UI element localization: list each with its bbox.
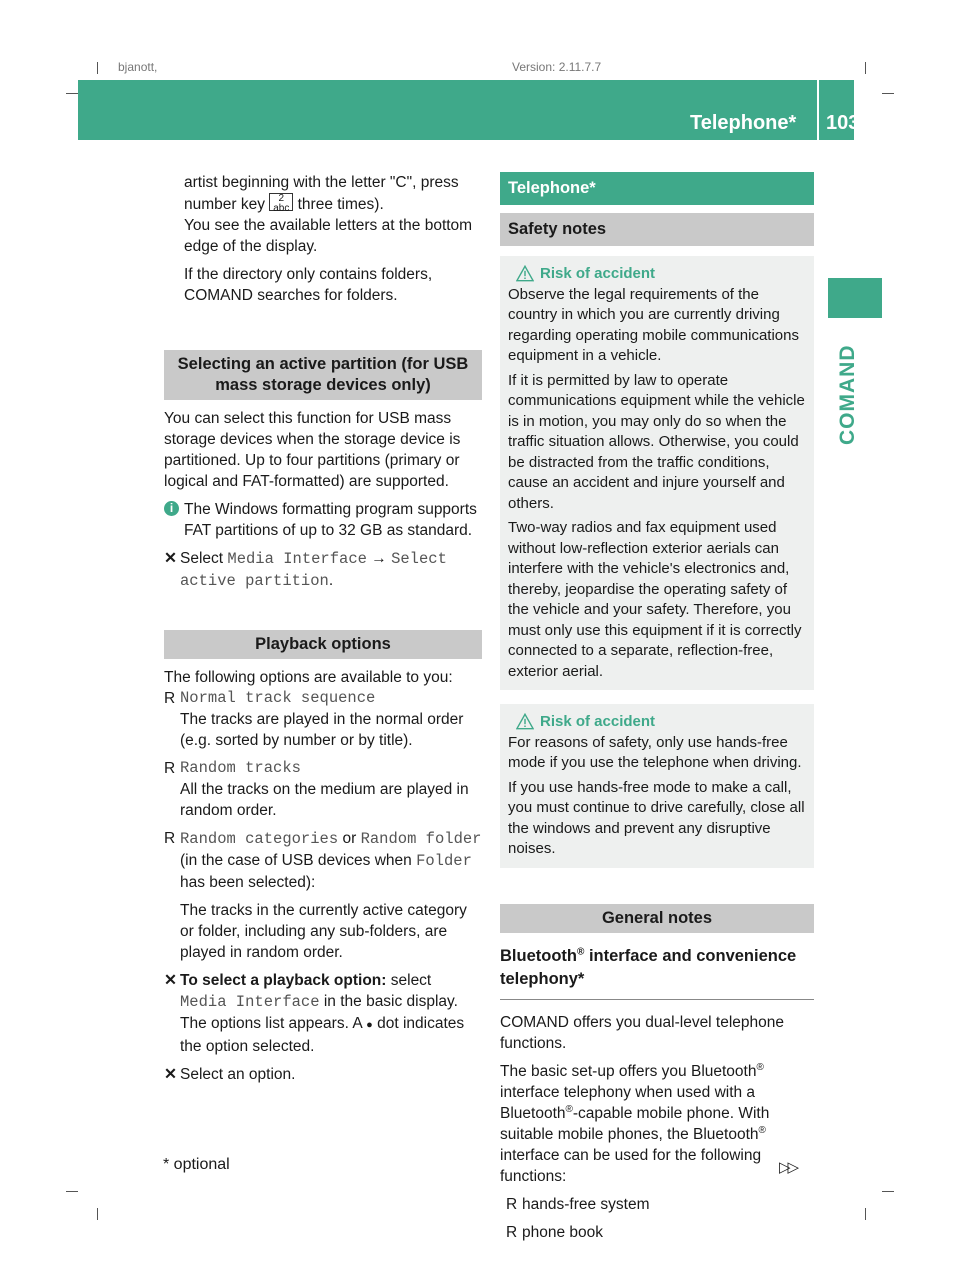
partition-step: ✕ Select Media Interface → Select active partition. (164, 550, 447, 590)
warning-2-p2: If you use hands-free mode to make a call, you must continue to drive carefully, close all the windows and prevent any disruptive noises. (508, 778, 805, 857)
step-arrow-icon: ✕ (164, 1066, 177, 1083)
option-normal-track-sequence: R Normal track sequence The tracks are played in the normal order (e.g. sorted by number or by title). (164, 689, 464, 749)
general-p1: COMAND offers you dual-level telephone functions. (500, 1013, 785, 1052)
warning-box-2 (500, 704, 814, 868)
page-title: Telephone* (690, 112, 797, 134)
option-random-categories: R Random categories or Random folder (in the case of USB devices when Folder has been selected): The tracks in the currently active category or folder, including any sub-folders, are played in random order. (164, 830, 482, 961)
continue-arrows-icon: ▷▷ (779, 1159, 797, 1176)
intro-p2: You see the available letters at the bottom edge of the display. (184, 217, 473, 255)
list-item: R phone book (506, 1223, 604, 1241)
step-arrow-icon: ✕ (164, 972, 177, 989)
crop-mark (97, 62, 98, 74)
number-key-2-icon: 2 abc (269, 193, 293, 211)
warning-triangle-icon (516, 265, 534, 282)
right-column (500, 172, 814, 1243)
warning-1-p1: Observe the legal requirements of the country in which you are currently driving regarding operating mobile communications equipment in a vehicle. (508, 285, 799, 364)
warning-1-p2: If it is permitted by law to operate communications equipment while the vehicle is in motion, you may only do so when the traffic situation allows. Otherwise, you could be distracted from the traffic conditions, cause an accident and injure yourself and others. (508, 371, 805, 512)
intro-p3: If the directory only contains folders, COMAND searches for folders. (184, 266, 433, 304)
info-note: i The Windows formatting program supports FAT partitions of up to 32 GB as standard. (164, 499, 482, 541)
telephone-heading: Telephone* (500, 172, 814, 205)
safety-heading: Safety notes (500, 213, 814, 246)
warning-box-1 (500, 256, 814, 690)
crop-mark (882, 1191, 894, 1192)
intro-block (164, 172, 482, 306)
step-arrow-icon: ✕ (164, 550, 177, 567)
header-divider (817, 80, 819, 140)
crop-mark (865, 1208, 866, 1220)
partition-heading: Selecting an active partition (for USB mass storage devices only) (164, 350, 482, 400)
print-stamp-right: Version: 2.11.7.7 (512, 60, 602, 74)
crop-mark (882, 93, 894, 94)
intro-line2: number key 2 abc three times). (184, 193, 384, 214)
warning-1-p3: Two-way radios and fax equipment used without low-reflection exterior aerials can interfere with the vehicle's electronics and, thereby, jeopardise the operating safety of the vehicle and your safety. Therefore, you must only use this equipment if it is correctly connected to a separate, reflection-free, exterior aerial. (508, 519, 802, 680)
playback-step-2: ✕ Select an option. (164, 1066, 296, 1083)
list-item: R hands-free system (506, 1195, 650, 1213)
playback-heading: Playback options (164, 630, 482, 659)
playback-intro: The following options are available to you: (164, 669, 453, 686)
intro-line1: artist beginning with the letter "C", press (184, 174, 459, 191)
warning-2-p1: For reasons of safety, only use hands-free mode if you use the telephone when driving. (508, 733, 802, 771)
menu-media-interface: Media Interface (227, 550, 367, 568)
warning-triangle-icon (516, 713, 534, 730)
option-random-tracks: R Random tracks All the tracks on the medium are played in random order. (164, 759, 469, 819)
dot-icon: ● (366, 1019, 373, 1031)
general-p2: The basic set-up offers you Bluetooth® interface telephony when used with a Bluetooth®-capable mobile phone. With suitable mobile phones, the Bluetooth® interface can be used for the following functions: (500, 1061, 770, 1185)
crop-mark (66, 1191, 78, 1192)
info-icon: i (164, 501, 179, 516)
crop-mark (97, 1208, 98, 1220)
crop-mark (66, 93, 78, 94)
bluetooth-heading: Bluetooth® interface and convenience telephony* (500, 945, 814, 1000)
general-notes-heading: General notes (500, 904, 814, 933)
partition-body: You can select this function for USB mass storage devices when the storage device is partitioned. Up to four partitions (primary or logical and FAT-formatted) are supported. (164, 410, 461, 490)
side-tab-marker (828, 278, 882, 318)
side-tab-label: COMAND (836, 344, 859, 445)
page-number: 103 (826, 112, 860, 134)
print-stamp-left: bjanott, (118, 60, 158, 74)
left-column (164, 172, 482, 1085)
playback-step-1: ✕ To select a playback option: select Media Interface in the basic display. The options list appears. A ● dot indicates the option selected. (164, 972, 465, 1055)
menu-select-active-partition: Select active partition (180, 550, 447, 590)
warning-title: Risk of accident (508, 264, 806, 285)
crop-mark (865, 62, 866, 74)
warning-title: Risk of accident (508, 712, 806, 733)
footer-optional-note: * optional (163, 1156, 230, 1173)
